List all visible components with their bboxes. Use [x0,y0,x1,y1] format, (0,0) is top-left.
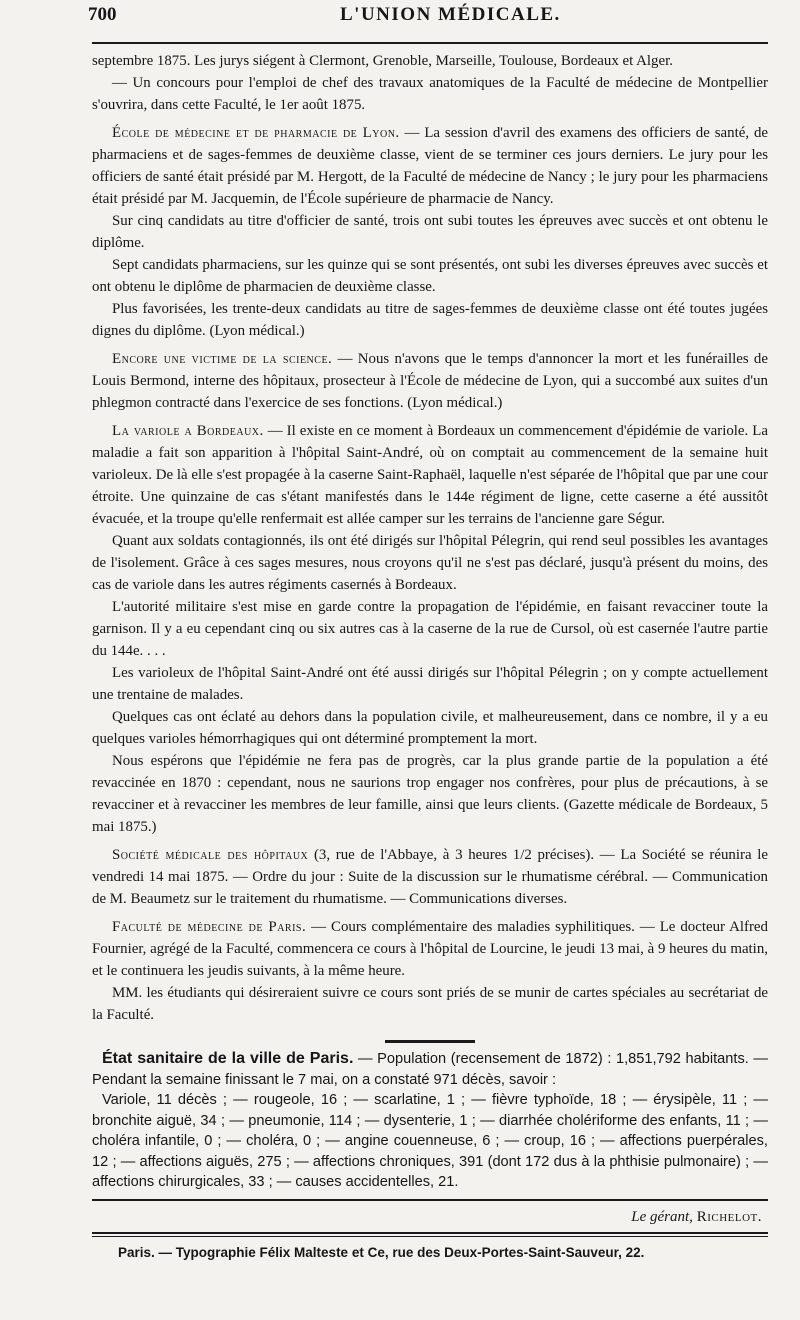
paragraph: — Un concours pour l'emploi de chef des travaux anatomiques de la Faculté de médecine de Montpellier s'ouvrira, dans cette Faculté, le 1er août 1875. [92,75,768,113]
section-heading: École de médecine et de pharmacie de Lyon. [112,125,400,141]
journal-title: L'UNION MÉDICALE. [340,4,561,25]
report-title: État sanitaire de la ville de Paris. [102,1050,354,1067]
page-number: 700 [88,4,117,25]
paragraph: Variole, 11 décès ; — rougeole, 16 ; — scarlatine, 1 ; — fièvre typhoïde, 18 ; — érysipèle, 11 ; — bronchite aiguë, 34 ; — pneumonie, 114 ; — dysenterie, 1 ; — diarrhée cholériforme des enfants, 11 ; — choléra infantile, 0 ; — choléra, 0 ; — angine couenneuse, 6 ; — croup, 16 ; — affections puerpérales, 12 ; — affections aiguës, 275 ; — affections chroniques, 391 (dont 172 dus à la phthisie pulmonaire) ; — affections chirurgicales, 33 ; — causes accidentelles, 21. [92,1092,768,1190]
printer-imprint: Paris. — Typographie Félix Malteste et Ce, rue des Deux-Portes-Saint-Sauveur, 22. [118,1244,645,1260]
header-rule [92,42,768,44]
paragraph: Plus favorisées, les trente-deux candidats au titre de sages-femmes de deuxième classe ont été toutes jugées dignes du diplôme. (Lyon médical.) [92,301,768,339]
footer-rule [92,1232,768,1234]
paragraph: Quant aux soldats contagionnés, ils ont été dirigés sur l'hôpital Pélegrin, qui rend seul possibles les avantages de l'isolement. Grâce à ces sages mesures, nous croyons qu'il ne s'est pas déclaré, jusqu'à présent du moins, des cas de variole dans les autres régiments casernés à Bordeaux. [92,533,768,593]
section-heading: Encore une victime de la science. [112,351,333,367]
paragraph [92,844,768,910]
page-header [88,4,768,28]
section-heading: Faculté de médecine de Paris. [112,919,307,935]
paragraph: Sur cinq candidats au titre d'officier de santé, trois ont subi toutes les épreuves avec succès et ont obtenu le diplôme. [92,213,768,251]
paragraph: Quelques cas ont éclaté au dehors dans la population civile, et malheureusement, dans ce nombre, il y a eu quelques varioles hémorrhagiques qui ont déterminé promptement la mort. [92,709,768,747]
paragraph [92,916,768,982]
paragraph-text: — Cours complémentaire des maladies syphilitiques. — Le docteur Alfred Fournier, agrégé de la Faculté, commencera ce cours à l'hôpital de Lourcine, le jeudi 13 mai, à 9 heures du matin, et le continuera les jeudis suivants, à la même heure. [92,919,768,979]
paragraph: MM. les étudiants qui désireraient suivre ce cours sont priés de se munir de cartes spéciales au secrétariat de la Faculté. [92,985,768,1023]
paragraph: septembre 1875. Les jurys siégent à Clermont, Grenoble, Marseille, Toulouse, Bordeaux et Alger. [92,53,673,69]
gerant-signature [92,1209,762,1226]
paragraph [92,122,768,210]
paragraph-text: — Nous n'avons que le temps d'annoncer la mort et les funérailles de Louis Bermond, interne des hôpitaux, prosecteur à l'École de médecine de Lyon, qui a succombé aux suites d'un phlegmon contracté dans l'exercice de ses fonctions. (Lyon médical.) [92,351,768,411]
paragraph [92,1049,768,1090]
gerant-label: Le gérant, [631,1208,693,1225]
paragraph-text: — Population (recensement de 1872) : 1,851,792 habitants. — Pendant la semaine finissant le 7 mai, on a constaté 971 décès, savoir : [92,1051,768,1088]
footer-rule [92,1199,768,1201]
footer-rule-thin [92,1236,768,1237]
paragraph: L'autorité militaire s'est mise en garde contre la propagation de l'épidémie, en faisant revacciner toute la garnison. Il y a eu cependant cinq ou six autres cas à la caserne de la rue de Cursol, où est casernée l'autre partie du 144e. . . . [92,599,768,659]
paragraph: Les varioleux de l'hôpital Saint-André ont été aussi dirigés sur l'hôpital Pélegrin ; on y compte actuellement une trentaine de malades. [92,665,768,703]
paragraph-text: (3, rue de l'Abbaye, à 3 heures 1/2 précises). — La Société se réunira le vendredi 14 mai 1875. — Ordre du jour : Suite de la discussion sur le rhumatisme cérébral. — Communication de M. Beaumetz sur le traitement du rhumatisme. — Communications diverses. [92,847,768,907]
section-divider [385,1040,475,1043]
paragraph-text: — Il existe en ce moment à Bordeaux un commencement d'épidémie de variole. La maladie a fait son apparition à l'hôpital Saint-André, où on comptait au commencement de la semaine huit varioleux. De là elle s'est propagée à la caserne Saint-Raphaël, laquelle n'est séparée de l'hôpital que par une cour étroite. Une quinzaine de cas s'étant manifestés dans le 144e régiment de ligne, cette caserne a été aussitôt évacuée, et la troupe qu'elle renfermait est allée camper sur les terrains de l'ancienne gare Ségur. [92,423,768,527]
section-heading: Société médicale des hôpitaux [112,847,309,863]
paragraph [92,348,768,414]
section-heading: La variole a Bordeaux. [112,423,264,439]
paragraph: Nous espérons que l'épidémie ne fera pas de progrès, car la plus grande partie de la population a été revaccinée en 1870 : cependant, nous ne saurions trop engager nos confrères, pour plus de précautions, à se revacciner et à revacciner les membres de leur famille, ainsi que leurs clients. (Gazette médicale de Bordeaux, 5 mai 1875.) [92,753,768,835]
paragraph [92,420,768,530]
paragraph: Sept candidats pharmaciens, sur les quinze qui se sont présentés, ont subi les diverses épreuves avec succès et ont obtenu le diplôme de pharmacien de deuxième classe. [92,257,768,295]
paragraph-text: — La session d'avril des examens des officiers de santé, de pharmaciens et de sages-femmes de deuxième classe, vient de se terminer ces jours derniers. Le jury pour les officiers de santé était présidé par M. Hergott, de la Faculté de médecine de Nancy ; le jury pour les pharmaciens était présidé par M. Jacquemin, de l'École supérieure de pharmacie de Nancy. [92,125,768,207]
article-body [92,50,768,1026]
gerant-name: Richelot. [696,1208,762,1225]
sanitary-report [92,1049,768,1193]
